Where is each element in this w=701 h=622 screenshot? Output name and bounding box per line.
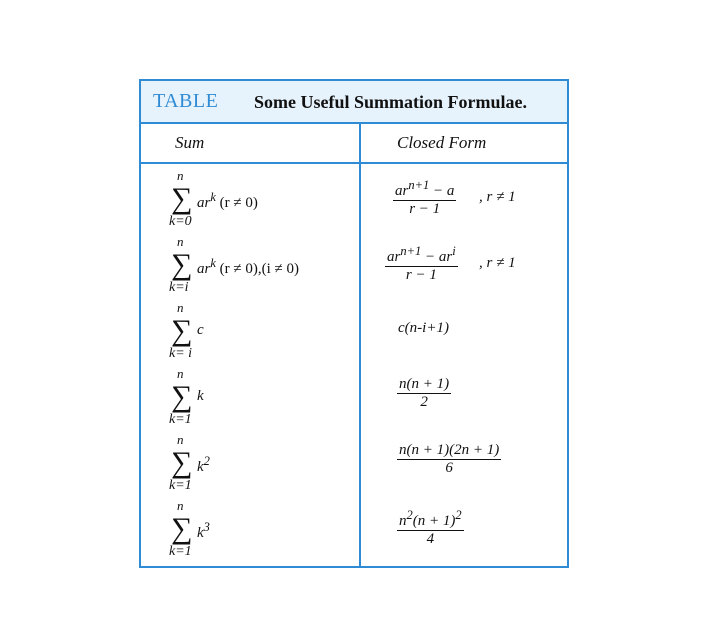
upper-bound: n — [177, 168, 184, 183]
upper-bound: n — [177, 366, 184, 381]
sigma-icon: ∑ — [171, 314, 193, 347]
closed-form: $\frac{n(n + 1)}{2}$ — [399, 376, 450, 410]
upper-bound: n — [177, 234, 184, 249]
table-label: TABLE — [153, 90, 219, 112]
closed-form: $\frac{n^2(n + 1)^2}{4}$ — [399, 508, 462, 547]
summation-table — [139, 79, 569, 568]
upper-bound: n — [177, 498, 184, 513]
table-title-bar — [141, 81, 567, 124]
closed-form-condition: , r ≠ 1 — [479, 189, 516, 205]
sum-term: $ar^k$ (r ≠ 0),(i ≠ 0) — [197, 256, 300, 277]
sum-term: k — [197, 388, 204, 404]
lower-bound: k=1 — [169, 412, 192, 427]
sum-term: $ar^k$ (r ≠ 0) — [197, 190, 258, 211]
sigma-icon: ∑ — [171, 380, 193, 413]
sum-term: $k^2$ — [197, 454, 210, 475]
header-sum: Sum — [175, 133, 205, 152]
closed-form: $ar^{n+1} - a$ r − 1 — [395, 178, 455, 217]
closed-form: $ar^{n+1} - ar^i$ r − 1 — [387, 244, 456, 283]
table-row — [141, 362, 567, 428]
upper-bound: n — [177, 432, 184, 447]
closed-form-condition: , r ≠ 1 — [479, 255, 516, 271]
lower-bound: k=1 — [169, 478, 192, 493]
table-row — [141, 296, 567, 362]
table-row — [141, 494, 567, 560]
sigma-icon: ∑ — [171, 182, 193, 215]
table-title: Some Useful Summation Formulae. — [254, 92, 527, 112]
table-row — [141, 428, 567, 494]
upper-bound: n — [177, 300, 184, 315]
header-closed-form: Closed Form — [397, 133, 487, 152]
table-row — [141, 230, 567, 296]
sigma-icon: ∑ — [171, 512, 193, 545]
table-header-row — [141, 124, 567, 164]
lower-bound: k=0 — [169, 214, 192, 229]
sum-term: c — [197, 322, 204, 338]
closed-form: $\frac{n(n + 1)(2n + 1)}{6}$ — [399, 442, 500, 476]
lower-bound: k=1 — [169, 544, 192, 559]
sigma-icon: ∑ — [171, 248, 193, 281]
sigma-icon: ∑ — [171, 446, 193, 479]
table-row — [141, 164, 567, 230]
lower-bound: k=i — [169, 280, 189, 295]
sum-term: $k^3$ — [197, 520, 210, 541]
closed-form: c(n-i+1) — [398, 320, 449, 336]
lower-bound: k= i — [169, 346, 193, 361]
